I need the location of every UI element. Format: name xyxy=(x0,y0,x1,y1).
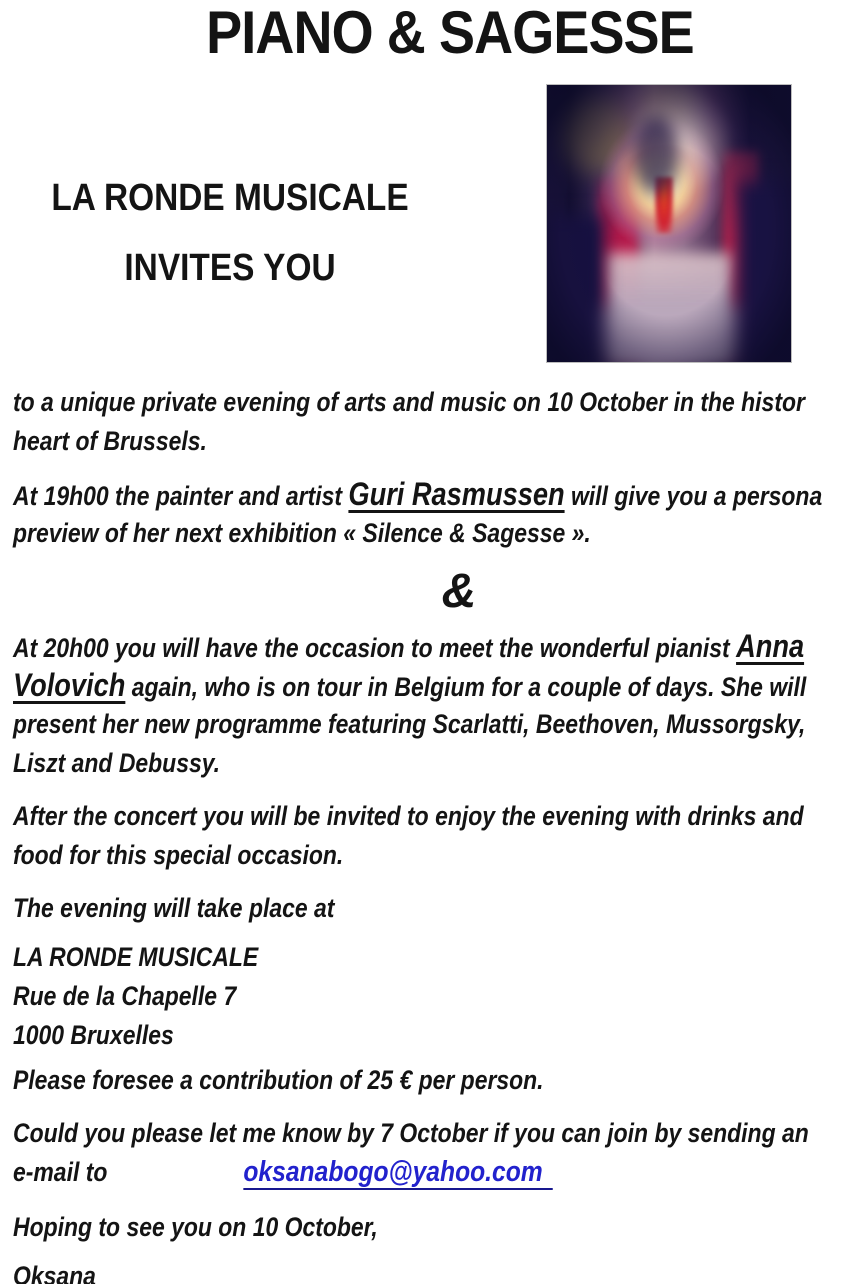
text-line xyxy=(13,422,778,461)
paragraph-closing xyxy=(13,1208,859,1247)
paragraph-address xyxy=(13,938,859,1055)
body-text xyxy=(13,383,859,1284)
paragraph-contribution xyxy=(13,1061,859,1100)
text-line xyxy=(13,938,778,977)
text-segment: Rue de la Chapelle 7 xyxy=(13,981,237,1011)
text-line xyxy=(13,1153,778,1192)
invite-header xyxy=(0,177,460,289)
text-segment: After the concert you will be invited to enjoy the evening with drinks and xyxy=(13,801,804,831)
text-segment: Could you please let me know by 7 October if you can join by sending an xyxy=(13,1118,809,1148)
text-segment: to a unique private evening of arts and music on 10 October in the histor xyxy=(13,387,805,417)
painting-silence-sagesse xyxy=(546,84,792,363)
text-line xyxy=(13,514,778,553)
text-segment: again, who is on tour in Belgium for a couple of days. She will xyxy=(125,672,807,702)
text-line xyxy=(13,1257,778,1284)
text-segment: will give you a persona xyxy=(564,481,823,511)
text-segment: heart of Brussels. xyxy=(13,426,207,456)
text-line xyxy=(13,627,805,666)
text-segment: e-mail to xyxy=(13,1157,108,1187)
text-line xyxy=(13,383,805,422)
paragraph-signature xyxy=(13,1257,859,1284)
paragraph-pianist xyxy=(13,627,859,783)
page-title: PIANO & SAGESSE xyxy=(206,0,694,66)
paragraph-intro xyxy=(13,383,859,461)
paragraph-venue-intro xyxy=(13,889,859,928)
paragraph-artist xyxy=(13,475,859,553)
text-segment: preview of her next exhibition « Silence & Sagesse ». xyxy=(13,518,591,548)
text-segment: present her new programme featuring Scarlatti, Beethoven, Mussorgsky, xyxy=(13,709,806,739)
underlined-name: Anna xyxy=(736,628,805,664)
text-line xyxy=(13,1208,778,1247)
underlined-name: Guri Rasmussen xyxy=(348,476,565,512)
text-line xyxy=(13,1016,778,1055)
text-line xyxy=(13,744,778,783)
paragraph-rsvp xyxy=(13,1114,859,1192)
text-segment: At 19h00 the painter and artist xyxy=(13,481,349,511)
email-link[interactable]: oksanabogo@yahoo.com xyxy=(243,1156,553,1190)
paragraph-after-concert xyxy=(13,797,859,875)
text-line xyxy=(13,1061,778,1100)
text-segment: Please foresee a contribution of 25 € per person. xyxy=(13,1065,544,1095)
text-segment: LA RONDE MUSICALE xyxy=(13,942,259,972)
underlined-name: Volovich xyxy=(13,667,126,703)
text-line xyxy=(13,977,778,1016)
painting-layer xyxy=(546,84,792,363)
text-line xyxy=(13,666,807,705)
text-segment: food for this special occasion. xyxy=(13,840,344,870)
text-line xyxy=(13,836,778,875)
text-line xyxy=(13,797,804,836)
text-line xyxy=(13,1114,809,1153)
text-line xyxy=(13,889,778,928)
text-segment: Liszt and Debussy. xyxy=(13,748,221,778)
header-line-1: LA RONDE MUSICALE xyxy=(51,177,409,219)
header-line-2: INVITES YOU xyxy=(124,247,336,289)
text-line xyxy=(13,475,823,514)
text-line xyxy=(13,705,806,744)
text-segment: Oksana xyxy=(13,1261,96,1284)
text-segment: Hoping to see you on 10 October, xyxy=(13,1212,378,1242)
text-segment: The evening will take place at xyxy=(13,893,335,923)
ampersand-divider: & xyxy=(441,565,477,618)
text-segment: At 20h00 you will have the occasion to meet the wonderful pianist xyxy=(13,633,737,663)
text-segment: 1000 Bruxelles xyxy=(13,1020,174,1050)
